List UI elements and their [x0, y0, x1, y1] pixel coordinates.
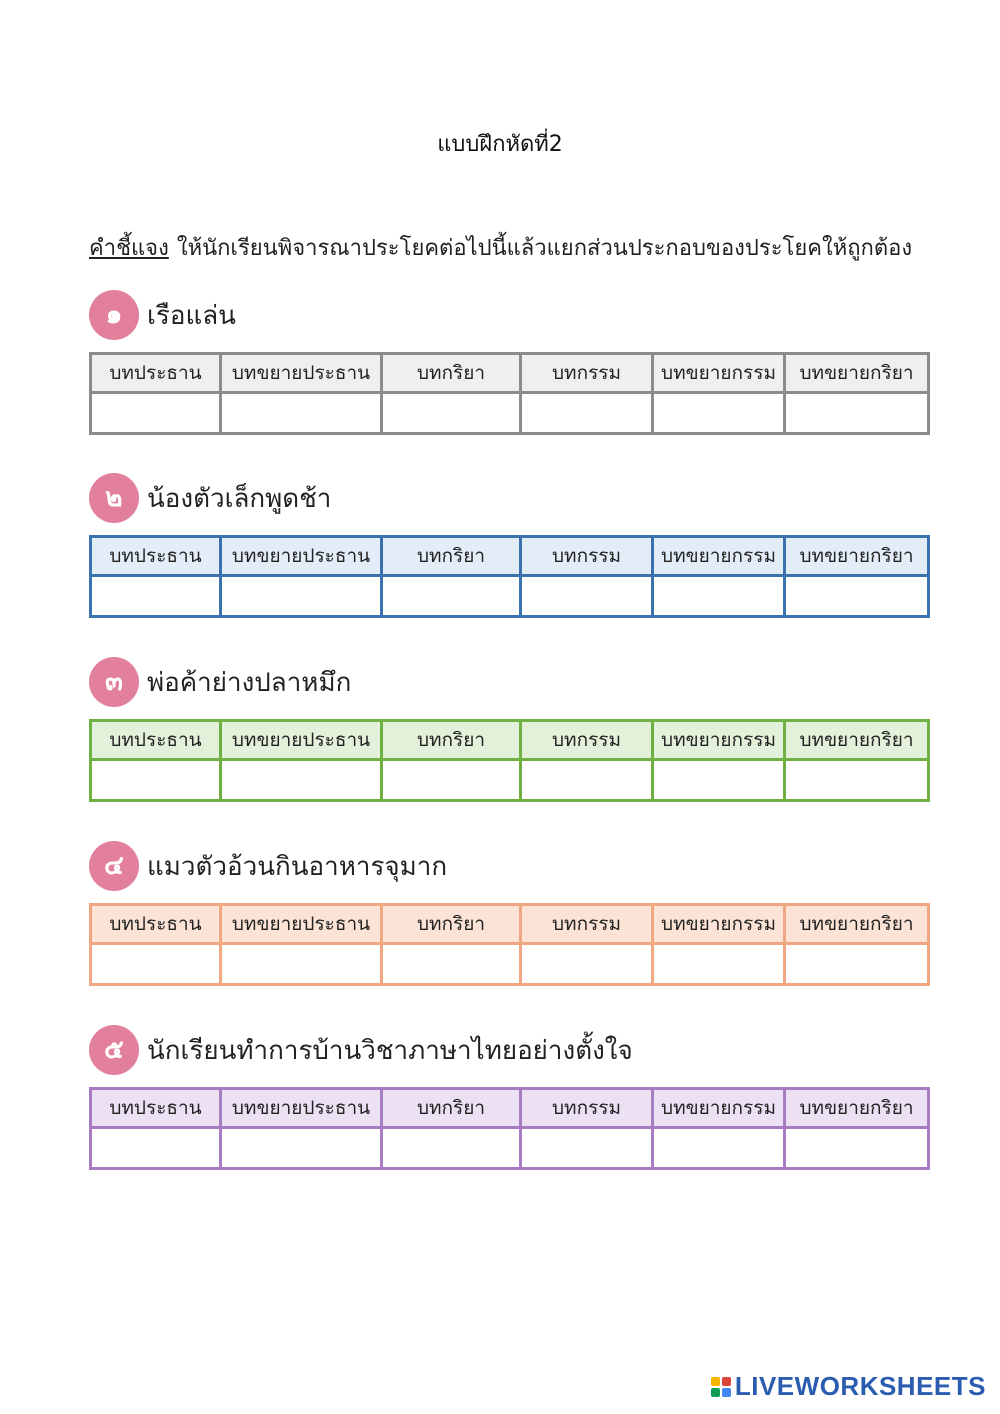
header-row [91, 354, 929, 393]
section-heading [89, 1025, 927, 1083]
answer-cell[interactable] [221, 1128, 382, 1169]
column-header: บทกรรม [521, 1089, 653, 1128]
column-header: บทกริยา [382, 537, 521, 576]
logo-square [722, 1377, 731, 1386]
exercise-section-2 [89, 473, 927, 618]
exercise-section-5 [89, 1025, 927, 1170]
answer-cell[interactable] [91, 944, 221, 985]
answer-row [91, 393, 929, 434]
answer-cell[interactable] [653, 944, 785, 985]
instruction-label: คำชี้แจง [89, 236, 169, 261]
column-header: บทขยายกริยา [785, 354, 929, 393]
answer-row [91, 944, 929, 985]
answer-cell[interactable] [91, 760, 221, 801]
instruction-text: ให้นักเรียนพิจารณาประโยคต่อไปนี้แล้วแยกส่วนประกอบของประโยคให้ถูกต้อง [176, 236, 913, 261]
answer-table [89, 903, 930, 986]
answer-cell[interactable] [521, 1128, 653, 1169]
column-header: บทขยายประธาน [221, 537, 382, 576]
column-header: บทขยายประธาน [221, 905, 382, 944]
answer-cell[interactable] [382, 760, 521, 801]
sentence-text: เรือแล่น [147, 301, 236, 331]
answer-cell[interactable] [653, 393, 785, 434]
header-row [91, 721, 929, 760]
column-header: บทกรรม [521, 537, 653, 576]
liveworksheets-watermark [711, 1371, 986, 1402]
header-row [91, 905, 929, 944]
answer-cell[interactable] [785, 944, 929, 985]
section-heading [89, 473, 927, 531]
number-badge: ๒ [89, 473, 139, 523]
sentence-text: พ่อค้าย่างปลาหมึก [147, 668, 352, 698]
instruction-line [89, 230, 912, 265]
column-header: บทขยายประธาน [221, 721, 382, 760]
answer-cell[interactable] [91, 393, 221, 434]
column-header: บทกรรม [521, 905, 653, 944]
answer-cell[interactable] [221, 576, 382, 617]
column-header: บทขยายประธาน [221, 1089, 382, 1128]
answer-cell[interactable] [785, 576, 929, 617]
answer-table [89, 719, 930, 802]
answer-row [91, 576, 929, 617]
watermark-text: LIVEWORKSHEETS [734, 1371, 986, 1401]
column-header: บทประธาน [91, 1089, 221, 1128]
column-header: บทขยายกริยา [785, 905, 929, 944]
logo-square [711, 1377, 720, 1386]
number-badge: ๕ [89, 1025, 139, 1075]
column-header: บทขยายกรรม [653, 721, 785, 760]
answer-row [91, 760, 929, 801]
column-header: บทขยายกริยา [785, 537, 929, 576]
answer-cell[interactable] [653, 1128, 785, 1169]
answer-cell[interactable] [382, 576, 521, 617]
worksheet-title: แบบฝึกหัดที่2 [437, 132, 563, 157]
logo-square [722, 1388, 731, 1397]
column-header: บทกริยา [382, 354, 521, 393]
column-header: บทขยายกรรม [653, 537, 785, 576]
header-row [91, 537, 929, 576]
answer-cell[interactable] [91, 1128, 221, 1169]
answer-cell[interactable] [521, 393, 653, 434]
section-heading [89, 657, 927, 715]
answer-cell[interactable] [221, 393, 382, 434]
sentence-text: น้องตัวเล็กพูดช้า [147, 484, 332, 514]
column-header: บทขยายกรรม [653, 905, 785, 944]
answer-table [89, 1087, 930, 1170]
answer-cell[interactable] [785, 393, 929, 434]
answer-cell[interactable] [382, 944, 521, 985]
number-badge: ๓ [89, 657, 139, 707]
answer-cell[interactable] [382, 1128, 521, 1169]
column-header: บทกริยา [382, 905, 521, 944]
logo-square [711, 1388, 720, 1397]
answer-table [89, 352, 930, 435]
answer-cell[interactable] [221, 760, 382, 801]
answer-cell[interactable] [785, 1128, 929, 1169]
answer-cell[interactable] [785, 760, 929, 801]
column-header: บทขยายประธาน [221, 354, 382, 393]
answer-cell[interactable] [521, 944, 653, 985]
column-header: บทกริยา [382, 1089, 521, 1128]
liveworksheets-logo-icon [711, 1377, 731, 1397]
column-header: บทกริยา [382, 721, 521, 760]
answer-cell[interactable] [221, 944, 382, 985]
answer-cell[interactable] [653, 576, 785, 617]
column-header: บทประธาน [91, 354, 221, 393]
answer-cell[interactable] [382, 393, 521, 434]
exercise-section-4 [89, 841, 927, 986]
answer-cell[interactable] [91, 576, 221, 617]
column-header: บทขยายกรรม [653, 1089, 785, 1128]
column-header: บทประธาน [91, 537, 221, 576]
column-header: บทประธาน [91, 905, 221, 944]
number-badge: ๑ [89, 290, 139, 340]
column-header: บทขยายกริยา [785, 1089, 929, 1128]
column-header: บทกรรม [521, 721, 653, 760]
answer-row [91, 1128, 929, 1169]
answer-cell[interactable] [521, 760, 653, 801]
exercise-section-1 [89, 290, 927, 435]
sentence-text: แมวตัวอ้วนกินอาหารจุมาก [147, 852, 448, 882]
sentence-text: นักเรียนทำการบ้านวิชาภาษาไทยอย่างตั้งใจ [147, 1036, 633, 1066]
answer-cell[interactable] [653, 760, 785, 801]
column-header: บทกรรม [521, 354, 653, 393]
section-heading [89, 290, 927, 348]
column-header: บทขยายกริยา [785, 721, 929, 760]
column-header: บทขยายกรรม [653, 354, 785, 393]
exercise-section-3 [89, 657, 927, 802]
header-row [91, 1089, 929, 1128]
section-heading [89, 841, 927, 899]
answer-table [89, 535, 930, 618]
number-badge: ๔ [89, 841, 139, 891]
column-header: บทประธาน [91, 721, 221, 760]
answer-cell[interactable] [521, 576, 653, 617]
